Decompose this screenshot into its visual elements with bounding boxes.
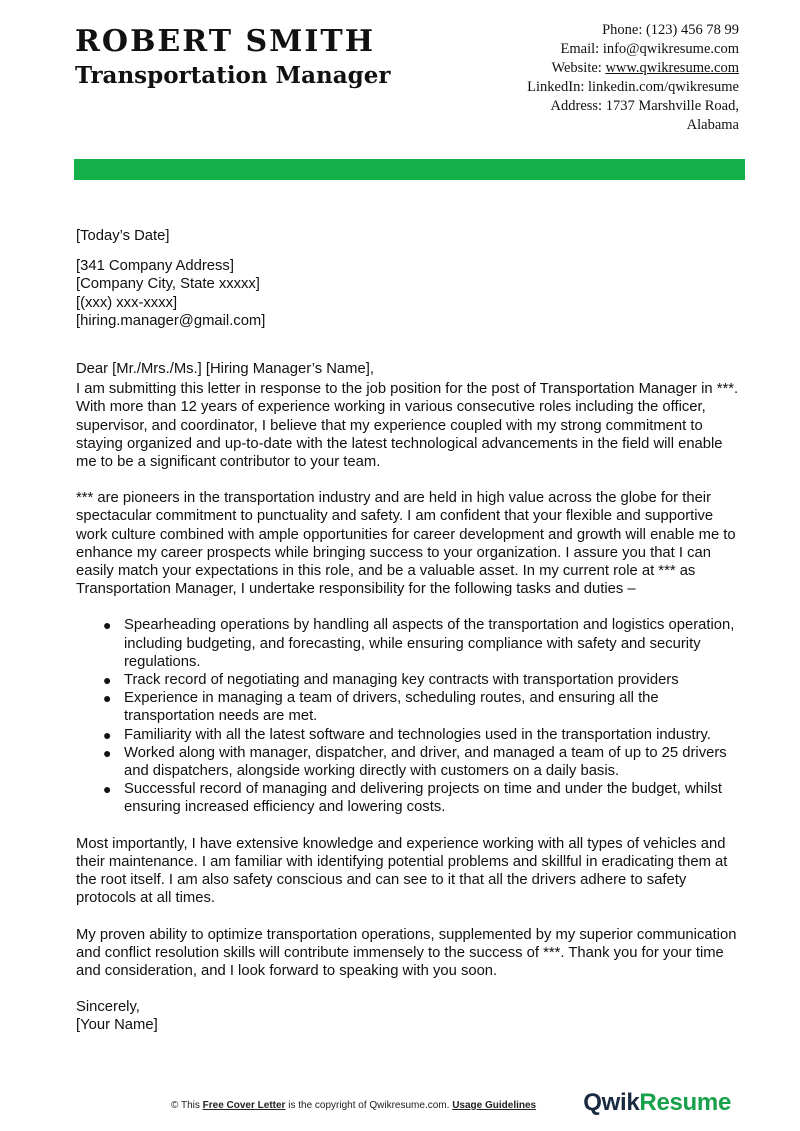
list-item-text: Successful record of managing and delivering projects on time and under the budget, whilst ensuring increased efficiency and lowering costs. bbox=[124, 781, 722, 816]
usage-guidelines-link[interactable]: Usage Guidelines bbox=[452, 1100, 537, 1111]
list-item bbox=[76, 689, 742, 725]
body-paragraph-1: I am submitting this letter in response to the job position for the post of Transportation Manager in ***. With more than 12 years of experience working in various consecutive roles including the officer, supervisor, and coordinator, I believe that my experience coupled with my strong commitment to staying organized and up-to-date with the latest technological advancements in the field will enable me to be a significant contributor to your team. bbox=[76, 381, 739, 471]
contact-website-label: Website: bbox=[551, 60, 606, 76]
bullet-icon: ● bbox=[103, 617, 112, 634]
copyright-note bbox=[171, 1100, 536, 1111]
signature: [Your Name] bbox=[76, 1017, 158, 1034]
applicant-job-title: Transportation Manager bbox=[75, 62, 391, 89]
duties-list bbox=[76, 616, 742, 816]
contact-address-line2: Alabama bbox=[686, 117, 739, 133]
contact-website-link[interactable]: www.qwikresume.com bbox=[605, 60, 739, 76]
recipient-line: [(xxx) xxx-xxxx] bbox=[76, 294, 178, 311]
accent-divider-bar bbox=[74, 159, 745, 180]
applicant-name: ROBERT SMITH bbox=[75, 24, 376, 59]
bullet-icon: ● bbox=[103, 672, 112, 689]
recipient-line: [Company City, State xxxxx] bbox=[76, 276, 260, 293]
recipient-line: [hiring.manager@gmail.com] bbox=[76, 312, 266, 329]
contact-phone: Phone: (123) 456 78 99 bbox=[602, 22, 739, 38]
logo-text-qwik: Qwik bbox=[583, 1089, 640, 1116]
page-footer bbox=[0, 1089, 800, 1118]
bullet-icon: ● bbox=[103, 781, 112, 798]
recipient-block bbox=[76, 257, 742, 330]
contact-linkedin: LinkedIn: linkedin.com/qwikresume bbox=[527, 79, 739, 95]
bullet-icon: ● bbox=[103, 744, 112, 761]
contact-website bbox=[419, 59, 739, 78]
body-paragraph-3: Most importantly, I have extensive knowledge and experience working with all types of vehicles and their maintenance. I am familiar with identifying potential problems and skillful in eradicating them at the root itself. I am also safety conscious and can see to it that all the drivers adhere to safety protocols at all times. bbox=[76, 835, 728, 907]
logo-text-resume: Resume bbox=[639, 1089, 731, 1116]
recipient-line: [341 Company Address] bbox=[76, 258, 234, 275]
list-item bbox=[76, 744, 742, 780]
list-item-text: Worked along with manager, dispatcher, and driver, and managed a team of up to 25 drivers and dispatchers, alongside working directly with customers on a daily basis. bbox=[124, 744, 727, 780]
body-paragraph-2: *** are pioneers in the transportation industry and are held in high value across the globe for their spectacular commitment to punctuality and safety. I am confident that your flexible and supportive work culture combined with ample opportunities for career development and growth will enable me to enhance my career prospects while bringing success to your organization. I assure you that I can easily match your expectations in this role, and be a valuable asset. In my current role at *** as Transportation Manager, I undertake responsibility for the following tasks and duties – bbox=[76, 490, 736, 598]
letter-date: [Today’s Date] bbox=[76, 228, 170, 244]
salutation: Dear [Mr./Mrs./Ms.] [Hiring Manager’s Name], bbox=[76, 361, 374, 378]
letter-header bbox=[0, 0, 800, 160]
list-item bbox=[76, 671, 742, 689]
body-paragraph-4: My proven ability to optimize transportation operations, supplemented by my superior communication and conflict resolution skills will contribute immensely to the success of ***. Thank you for your time and consideration, and I look forward to speaking with you soon. bbox=[76, 926, 737, 979]
list-item-text: Spearheading operations by handling all aspects of the transportation and logistics operation, including budgeting, and forecasting, while ensuring compliance with safety and security regulations. bbox=[124, 617, 735, 670]
copyright-prefix: © This bbox=[171, 1100, 203, 1111]
contact-address-line1: Address: 1737 Marshville Road, bbox=[550, 98, 739, 114]
bullet-icon: ● bbox=[103, 690, 112, 707]
list-item-text: Experience in managing a team of drivers, scheduling routes, and ensuring all the transportation needs are met. bbox=[124, 690, 659, 725]
letter-body bbox=[76, 227, 742, 1035]
list-item bbox=[76, 780, 742, 816]
qwikresume-logo[interactable] bbox=[583, 1089, 731, 1117]
list-item-text: Familiarity with all the latest software and technologies used in the transportation industry. bbox=[124, 726, 711, 743]
free-cover-letter-link[interactable]: Free Cover Letter bbox=[202, 1100, 286, 1111]
bullet-icon: ● bbox=[103, 726, 112, 743]
list-item bbox=[76, 726, 742, 744]
contact-block bbox=[419, 21, 739, 135]
signoff: Sincerely, bbox=[76, 999, 140, 1016]
copyright-middle: is the copyright of Qwikresume.com. bbox=[285, 1100, 453, 1111]
list-item-text: Track record of negotiating and managing key contracts with transportation providers bbox=[124, 672, 679, 689]
contact-email: Email: info@qwikresume.com bbox=[560, 41, 739, 57]
list-item bbox=[76, 616, 742, 671]
